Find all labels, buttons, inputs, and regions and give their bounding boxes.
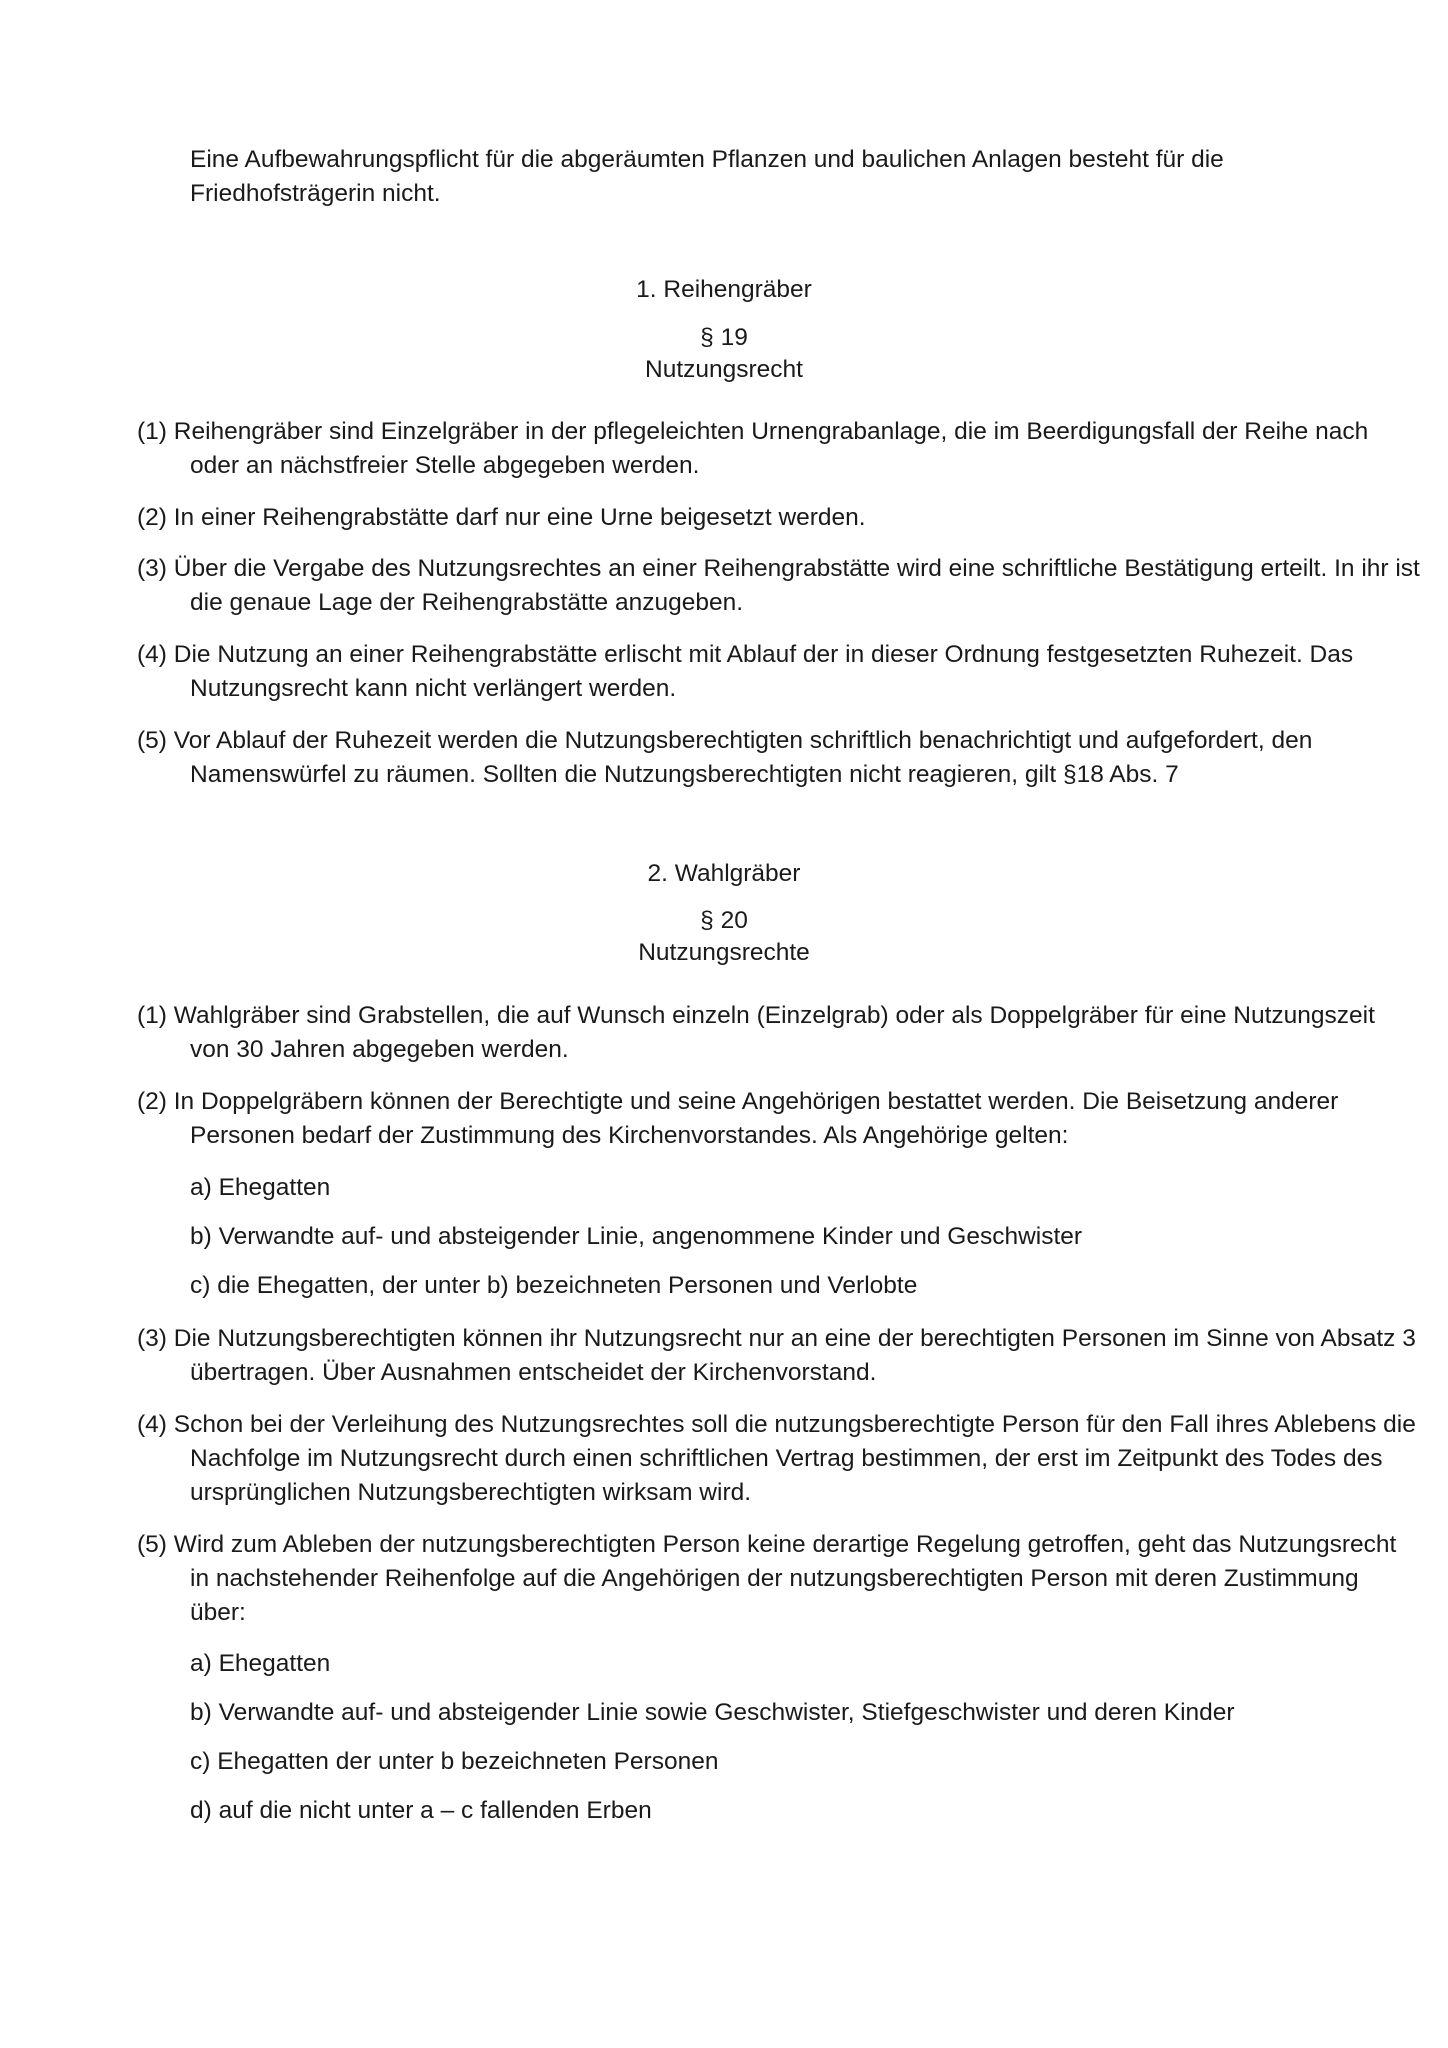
paragraph-20-4: (4) Schon bei der Verleihung des Nutzungsrechtes soll die nutzungsberechtigte Person für den Fall ihres Ablebens die Nachfolge im Nutzungsrecht durch einen schriftlichen Vertrag bestimmen, der erst im Zeitpunkt des Todes des ursprünglichen Nutzungsberechtigten wirksam wird. — [137, 1411, 1416, 1506]
section-title: Nutzungsrecht — [645, 356, 803, 383]
list-item: c) Ehegatten der unter b bezeichneten Personen — [190, 1748, 719, 1775]
list-item: a) Ehegatten — [190, 1650, 331, 1677]
paragraph-19-5: (5) Vor Ablauf der Ruhezeit werden die Nutzungsberechtigten schriftlich benachrichtigt und aufgefordert, den Namenswürfel zu räumen. Sollten die Nutzungsberechtigten nicht reagieren, gilt §18 Abs. 7 — [137, 727, 1313, 788]
part2-heading: 2. Wahlgräber — [647, 860, 801, 887]
list-item: c) die Ehegatten, der unter b) bezeichneten Personen und Verlobte — [190, 1272, 918, 1299]
paragraph-20-2: (2) In Doppelgräbern können der Berechtigte und seine Angehörigen bestattet werden. Die Beisetzung anderer Personen bedarf der Zustimmung des Kirchenvorstandes. Als Angehörige gelten: — [137, 1088, 1339, 1149]
section-20-header — [0, 905, 1448, 969]
paragraph-19-3: (3) Über die Vergabe des Nutzungsrechtes an einer Reihengrabstätte wird eine schriftliche Bestätigung erteilt. In ihr ist die genaue Lage der Reihengrabstätte anzugeben. — [137, 555, 1420, 616]
section-title: Nutzungsrechte — [638, 939, 810, 966]
intro-paragraph: Eine Aufbewahrungspflicht für die abgeräumten Pflanzen und baulichen Anlagen besteht für die Friedhofsträgerin nicht. — [190, 146, 1224, 207]
section-number: § 20 — [700, 907, 748, 934]
paragraph-20-3: (3) Die Nutzungsberechtigten können ihr Nutzungsrecht nur an eine der berechtigten Personen im Sinne von Absatz 3 übertragen. Über Ausnahmen entscheidet der Kirchenvorstand. — [137, 1325, 1416, 1386]
list-item: a) Ehegatten — [190, 1174, 331, 1201]
list-item: b) Verwandte auf- und absteigender Linie sowie Geschwister, Stiefgeschwister und deren Kinder — [190, 1699, 1235, 1726]
paragraph-20-5: (5) Wird zum Ableben der nutzungsberechtigten Person keine derartige Regelung getroffen, geht das Nutzungsrecht in nachstehender Reihenfolge auf die Angehörigen der nutzungsberechtigten Person mit deren Zustimmung über: — [137, 1531, 1397, 1626]
paragraph-20-1: (1) Wahlgräber sind Grabstellen, die auf Wunsch einzeln (Einzelgrab) oder als Doppelgräber für eine Nutzungszeit von 30 Jahren abgegeben werden. — [137, 1002, 1375, 1063]
list-item: d) auf die nicht unter a – c fallenden Erben — [190, 1797, 652, 1824]
paragraph-19-4: (4) Die Nutzung an einer Reihengrabstätte erlischt mit Ablauf der in dieser Ordnung festgesetzten Ruhezeit. Das Nutzungsrecht kann nicht verlängert werden. — [137, 641, 1354, 702]
section-number: § 19 — [700, 324, 748, 351]
paragraph-19-1: (1) Reihengräber sind Einzelgräber in der pflegeleichten Urnengrabanlage, die im Beerdigungsfall der Reihe nach oder an nächstfreier Stelle abgegeben werden. — [137, 418, 1369, 479]
paragraph-19-2: (2) In einer Reihengrabstätte darf nur eine Urne beigesetzt werden. — [137, 504, 866, 531]
part1-heading: 1. Reihengräber — [636, 276, 812, 303]
list-item: b) Verwandte auf- und absteigender Linie, angenommene Kinder und Geschwister — [190, 1223, 1083, 1250]
section-19-header — [0, 322, 1448, 386]
